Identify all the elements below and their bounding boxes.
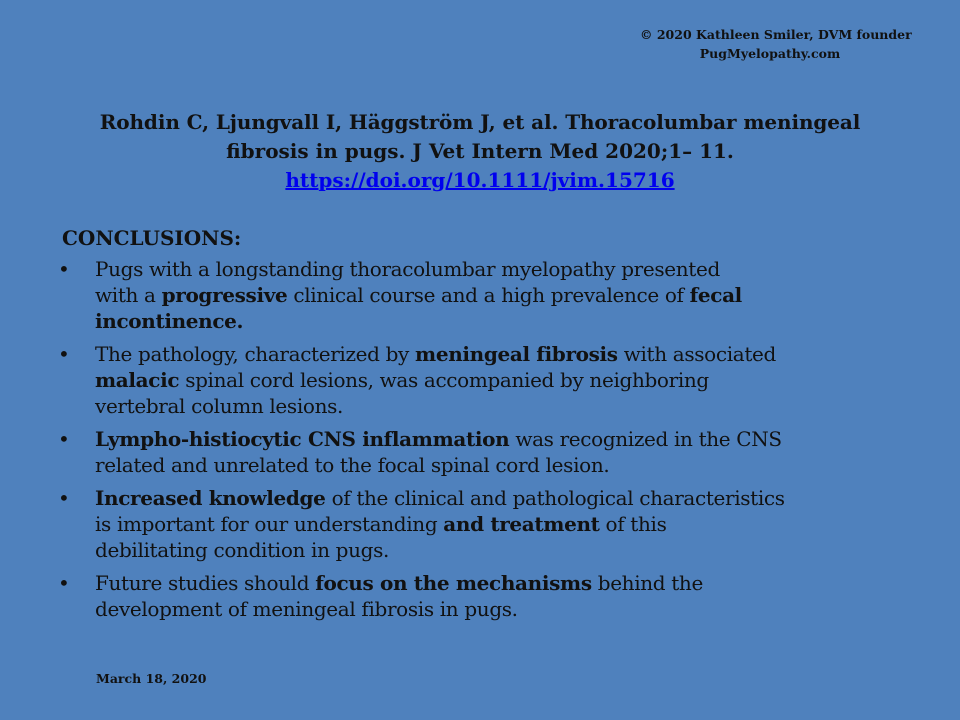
body-text: spinal cord lesions, was accompanied by neighboring <box>179 368 709 392</box>
body-text: The pathology, characterized by <box>95 342 416 366</box>
conclusion-text <box>95 426 918 478</box>
emphasis-text: Increased knowledge <box>95 486 326 510</box>
body-text: with associated <box>617 342 776 366</box>
emphasis-text: progressive <box>161 283 288 307</box>
website-name: PugMyelopathy.com <box>699 46 841 61</box>
emphasis-text: and treatment <box>443 512 600 536</box>
body-text: clinical course and a high prevalence of <box>287 283 690 307</box>
section-heading: CONCLUSIONS: <box>62 226 242 250</box>
bullet-marker: • <box>58 342 70 366</box>
emphasis-text: malacic <box>95 368 180 392</box>
body-text: related and unrelated to the focal spinal cord lesion. <box>95 453 610 477</box>
bullet-marker: • <box>58 257 70 281</box>
conclusion-text <box>95 341 918 419</box>
conclusion-text <box>95 256 918 334</box>
body-text: of the clinical and pathological characteristics <box>325 486 785 510</box>
body-text: with a <box>95 283 162 307</box>
bullet-marker: • <box>58 427 70 451</box>
emphasis-text: meningeal fibrosis <box>415 342 618 366</box>
conclusion-item <box>58 256 918 334</box>
emphasis-text: Lympho-histiocytic CNS inflammation <box>95 427 510 451</box>
body-text: of this <box>599 512 667 536</box>
body-text: development of meningeal fibrosis in pugs. <box>95 597 518 621</box>
body-text: was recognized in the CNS <box>509 427 782 451</box>
bullet-marker: • <box>58 486 70 510</box>
copyright-line: © 2020 Kathleen Smiler, DVM founder <box>640 27 912 42</box>
conclusion-item <box>58 341 918 419</box>
body-text: Future studies should <box>95 571 316 595</box>
emphasis-text: fecal <box>689 283 742 307</box>
body-text: behind the <box>591 571 703 595</box>
slide-date: March 18, 2020 <box>96 671 207 686</box>
doi-link[interactable]: https://doi.org/10.1111/jvim.15716 <box>285 168 675 192</box>
body-text: vertebral column lesions. <box>95 394 344 418</box>
body-text: is important for our understanding <box>95 512 444 536</box>
emphasis-text: focus on the mechanisms <box>315 571 592 595</box>
citation-heading <box>0 108 960 195</box>
conclusions-list <box>58 256 918 629</box>
conclusion-item <box>58 570 918 622</box>
citation-line: Rohdin C, Ljungvall I, Häggström J, et al. Thoracolumbar meningeal <box>99 110 861 134</box>
body-text: debilitating condition in pugs. <box>95 538 389 562</box>
citation-line: fibrosis in pugs. J Vet Intern Med 2020;1– 11. <box>226 139 734 163</box>
emphasis-text: incontinence. <box>95 309 244 333</box>
conclusion-item <box>58 485 918 563</box>
conclusion-item <box>58 426 918 478</box>
body-text: Pugs with a longstanding thoracolumbar myelopathy presented <box>95 257 720 281</box>
conclusion-text <box>95 485 918 563</box>
copyright-notice <box>640 25 912 63</box>
conclusion-text <box>95 570 918 622</box>
bullet-marker: • <box>58 571 70 595</box>
